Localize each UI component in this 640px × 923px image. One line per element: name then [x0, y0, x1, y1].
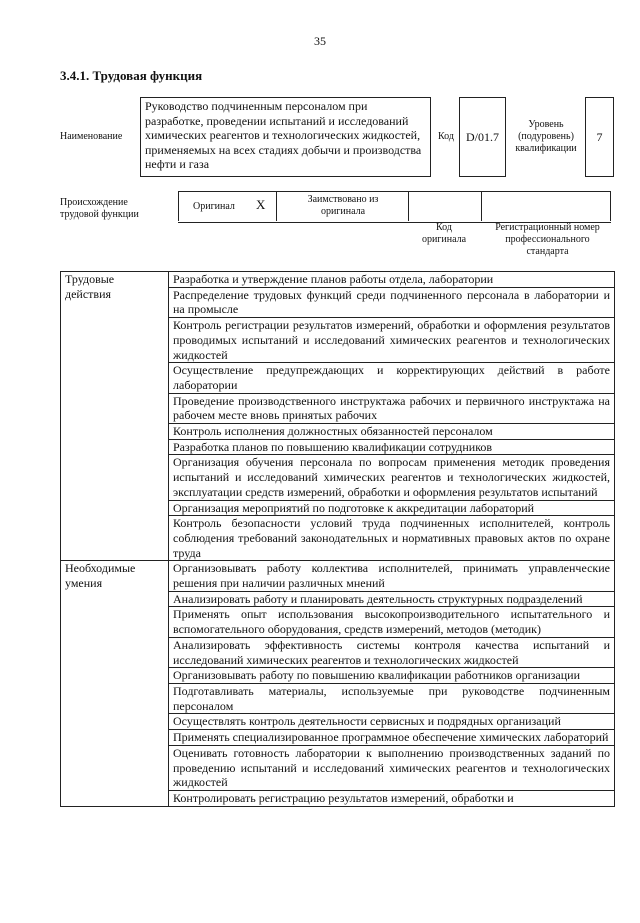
origin-divider	[610, 191, 611, 221]
origin-label-line1: Происхождение	[60, 197, 128, 208]
code-original-label	[410, 222, 478, 246]
table-cell: Применять специализированное программное обеспечение химических лабораторий	[169, 730, 615, 746]
origin-divider	[408, 191, 409, 221]
table-cell: Организация мероприятий по подготовке к аккредитации лабораторий	[169, 500, 615, 516]
origin-label	[60, 197, 139, 221]
origin-divider	[481, 191, 482, 221]
table-cell: Контролировать регистрацию результатов измерений, обработки и	[169, 790, 615, 806]
table-cell: Осуществлять контроль деятельности сервисных и подрядных организаций	[169, 714, 615, 730]
original-label: Оригинал	[193, 201, 235, 212]
origin-label-line2: трудовой функции	[60, 209, 139, 220]
table-cell: Подготавливать материалы, используемые при руководстве подчиненным персоналом	[169, 683, 615, 713]
category-line: Трудовые	[65, 272, 115, 286]
borrowed-line1: Заимствовано из	[307, 194, 379, 205]
table-cell: Контроль безопасности условий труда подчиненных исполнителей, контроль соблюдения требований законодательных и нормативных правовых актов по охране труда	[169, 516, 615, 561]
table-cell: Анализировать работу и планировать деятельность структурных подразделений	[169, 591, 615, 607]
row-category	[61, 272, 169, 561]
name-label: Наименование	[60, 131, 123, 142]
table-cell: Организовывать работу по повышению квалификации работников организации	[169, 668, 615, 684]
reg-line3: стандарта	[526, 246, 569, 257]
original-mark: X	[256, 197, 266, 212]
row-category	[61, 561, 169, 806]
level-value: 7	[596, 129, 603, 144]
reg-number-label	[482, 222, 613, 258]
reg-line2: профессионального	[505, 234, 590, 245]
table-cell: Проведение производственного инструктажа рабочих и первичного инструктажа на рабочем месте вновь принятых рабочих	[169, 393, 615, 423]
table-cell: Контроль исполнения должностных обязанностей персоналом	[169, 424, 615, 440]
table-row	[61, 561, 615, 591]
reg-line1: Регистрационный номер	[495, 222, 600, 233]
table-cell: Распределение трудовых функций среди подчиненного персонала в лаборатории и на промысле	[169, 287, 615, 317]
code-original-line1: Код	[436, 222, 452, 233]
section-title: 3.4.1. Трудовая функция	[60, 68, 203, 83]
borrowed-line2: оригинала	[320, 206, 366, 217]
origin-divider	[178, 191, 179, 221]
table-cell: Применять опыт использования высокопроизводительного испытательного и вспомогательного оборудования, средств измерений, методов (методик)	[169, 607, 615, 637]
table-cell: Организация обучения персонала по вопросам применения методик проведения испытаний и исследований химических реагентов и технологических жидкостей, эксплуатации средств измерений, обработки и оформления результатов испытаний	[169, 455, 615, 500]
origin-divider	[276, 191, 277, 221]
table-cell: Осуществление предупреждающих и корректирующих действий в работе лаборатории	[169, 363, 615, 393]
table-cell: Анализировать эффективность системы контроля качества испытаний и исследований химических реагентов и технологических жидкостей	[169, 637, 615, 667]
category-line: действия	[65, 286, 112, 301]
page-number: 35	[314, 34, 326, 48]
borrowed-label	[282, 194, 404, 218]
code-original-line2: оригинала	[421, 234, 467, 245]
table-cell: Контроль регистрации результатов измерений, обработки и оформления результатов проводимых испытаний и исследований химических реагентов и технологических жидкостей	[169, 318, 615, 363]
level-label	[510, 119, 582, 155]
level-label-line3: квалификации	[515, 143, 577, 154]
code-box	[459, 97, 506, 177]
level-box	[585, 97, 614, 177]
function-name-value: Руководство подчиненным персоналом при разработке, проведении испытаний и исследований химических реагентов и технологических жидкостей, применяемых на всех стадиях добычи и производства нефти и газа	[145, 99, 422, 171]
table-cell: Разработка планов по повышению квалификации сотрудников	[169, 439, 615, 455]
category-line: умения	[65, 576, 103, 591]
level-label-line1: Уровень	[528, 119, 564, 130]
code-value: D/01.7	[466, 129, 499, 144]
table-cell: Разработка и утверждение планов работы отдела, лаборатории	[169, 272, 615, 288]
level-label-line2: (подуровень)	[518, 131, 574, 142]
table-row	[61, 272, 615, 288]
main-table	[60, 271, 615, 807]
table-cell: Оценивать готовность лаборатории к выполнению производственных заданий по проведению испытаний и исследований химических реагентов и технологических жидкостей	[169, 745, 615, 790]
function-name-box	[140, 97, 431, 177]
code-label: Код	[438, 131, 454, 142]
table-cell: Организовывать работу коллектива исполнителей, принимать управленческие решения при наличии различных мнений	[169, 561, 615, 591]
category-line: Необходимые	[65, 561, 136, 576]
